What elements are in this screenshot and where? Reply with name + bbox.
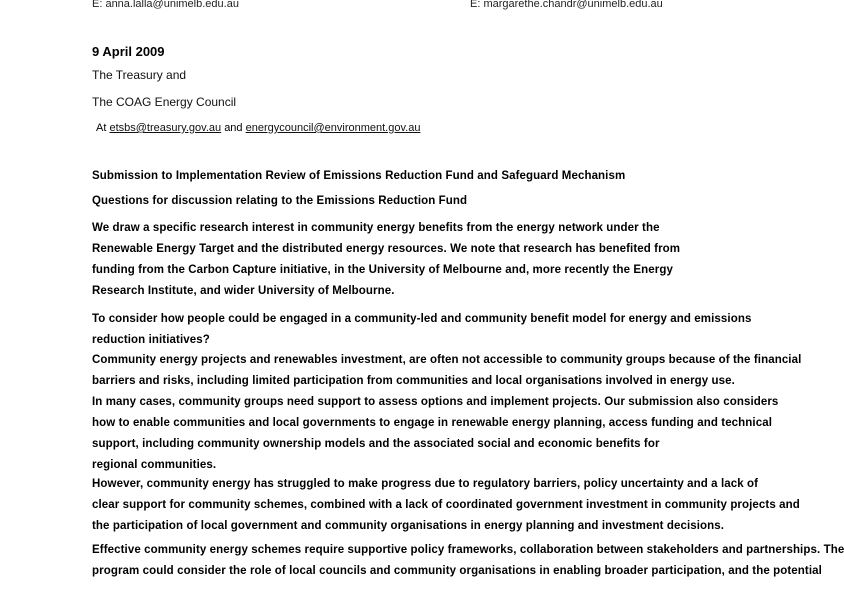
cc-line	[96, 122, 420, 134]
paragraph-line: clear support for community schemes, combined with a lack of coordinated government investment in community projects and	[92, 499, 800, 511]
paragraph-line: Renewable Energy Target and the distributed energy resources. We note that research has benefited from	[92, 243, 681, 255]
paragraph-1	[92, 218, 704, 302]
paragraph-line: reduction initiatives?	[92, 334, 210, 346]
paragraph-line: support, including community ownership models and the associated social and economic benefits for	[92, 438, 660, 450]
paragraph-3	[92, 474, 800, 537]
letter-subheading: Questions for discussion relating to the Emissions Reduction Fund	[92, 195, 468, 207]
paragraph-line: barriers and risks, including limited participation from communities and local organisations involved in energy use.	[92, 375, 735, 387]
cc-prefix: At	[96, 122, 107, 134]
paragraph-line: We draw a specific research interest in community energy benefits from the energy network under the	[92, 222, 660, 234]
paragraph-line: Research Institute, and wider University of Melbourne.	[92, 285, 395, 297]
paragraph-4	[92, 540, 844, 582]
cc-and: and	[224, 122, 243, 134]
paragraph-line: funding from the Carbon Capture initiative, in the University of Melbourne and, more recently the Energy	[92, 264, 674, 276]
letter-heading: Submission to Implementation Review of Emissions Reduction Fund and Safeguard Mechanism	[92, 170, 626, 182]
paragraph-line: Effective community energy schemes require supportive policy frameworks, collaboration between stakeholders and partnerships. The	[92, 544, 844, 556]
sender-email-right: E: margarethe.chandr@unimelb.edu.au	[470, 0, 663, 10]
paragraph-line: regional communities.	[92, 459, 217, 471]
question-paragraph	[92, 309, 752, 351]
sender-email-left: E: anna.lalla@unimelb.edu.au	[92, 0, 239, 10]
paragraph-line: Community energy projects and renewables investment, are often not accessible to community groups because of the financial	[92, 354, 802, 366]
cc-email-link-2[interactable]: energycouncil@environment.gov.au	[245, 122, 421, 134]
paragraph-line: the participation of local government and community organisations in energy planning and investment decisions.	[92, 520, 725, 532]
recipient-line-2: The COAG Energy Council	[92, 95, 237, 109]
recipient-line-1: The Treasury and	[92, 68, 187, 82]
paragraph-line: how to enable communities and local governments to engage in renewable energy planning, access funding and technical	[92, 417, 773, 429]
paragraph-line: However, community energy has struggled to make progress due to regulatory barriers, policy uncertainty and a lack of	[92, 478, 759, 490]
paragraph-2	[92, 350, 802, 476]
letter-date: 9 April 2009	[92, 44, 165, 59]
cc-email-link-1[interactable]: etsbs@treasury.gov.au	[109, 122, 222, 134]
paragraph-line: To consider how people could be engaged in a community-led and community benefit model for energy and emissions	[92, 313, 752, 325]
paragraph-line: In many cases, community groups need support to assess options and implement projects. Our submission also considers	[92, 396, 779, 408]
paragraph-line: program could consider the role of local councils and community organisations in enabling broader participation, and the potential	[92, 565, 822, 577]
